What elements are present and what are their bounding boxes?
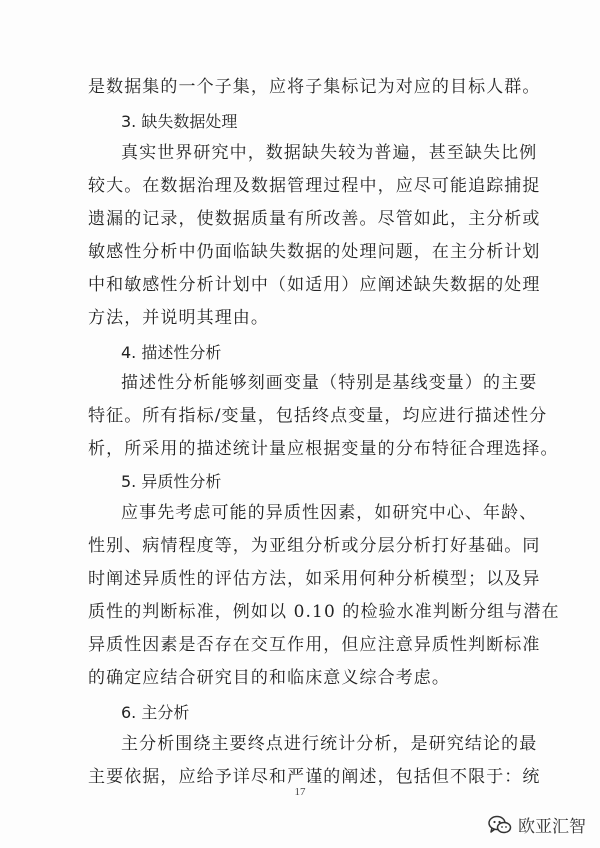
paragraph-line: 中和敏感性分析计划中（如适用）应阐述缺失数据的处理 bbox=[88, 275, 541, 295]
paragraph-line: 质性的判断标准，例如以 0.10 的检验水准判断分组与潜在 bbox=[88, 602, 560, 622]
wechat-icon bbox=[488, 815, 512, 835]
paragraph-line: 的确定应结合研究目的和临床意义综合考虑。 bbox=[88, 668, 450, 688]
watermark-label: 欧亚汇智 bbox=[518, 817, 586, 837]
section-heading-missing-data: 3. 缺失数据处理 bbox=[121, 112, 238, 131]
paragraph-line: 遗漏的记录，使数据质量有所改善。尽管如此，主分析或 bbox=[88, 209, 541, 229]
paragraph-line: 应事先考虑可能的异质性因素，如研究中心、年龄、 bbox=[121, 503, 538, 523]
section-heading-primary-analysis: 6. 主分析 bbox=[121, 703, 190, 722]
section-heading-heterogeneity-analysis: 5. 异质性分析 bbox=[121, 472, 222, 491]
page-number: 17 bbox=[294, 786, 306, 798]
paragraph-line: 特征。所有指标/变量，包括终点变量，均应进行描述性分 bbox=[88, 406, 548, 426]
paragraph-line: 主要依据，应给予详尽和严谨的阐述，包括但不限于：统 bbox=[88, 767, 541, 787]
paragraph-line: 析，所采用的描述统计量应根据变量的分布特征合理选择。 bbox=[88, 439, 559, 459]
paragraph-line: 异质性因素是否存在交互作用，但应注意异质性判断标准 bbox=[88, 635, 541, 655]
wechat-watermark bbox=[488, 812, 586, 837]
paragraph-line: 敏感性分析中仍面临缺失数据的处理问题，在主分析计划 bbox=[88, 242, 541, 262]
paragraph-line: 是数据集的一个子集，应将子集标记为对应的目标人群。 bbox=[88, 77, 541, 97]
paragraph-line: 较大。在数据治理及数据管理过程中，应尽可能追踪捕捉 bbox=[88, 176, 541, 196]
paragraph-line: 描述性分析能够刻画变量（特别是基线变量）的主要 bbox=[121, 373, 538, 393]
section-heading-descriptive-analysis: 4. 描述性分析 bbox=[121, 343, 222, 362]
paragraph-line: 时阐述异质性的评估方法，如采用何种分析模型；以及异 bbox=[88, 569, 541, 589]
paragraph-line: 真实世界研究中，数据缺失较为普遍，甚至缺失比例 bbox=[121, 143, 538, 163]
paragraph-line: 主分析围绕主要终点进行统计分析，是研究结论的最 bbox=[121, 734, 538, 754]
paragraph-line: 性别、病情程度等，为亚组分析或分层分析打好基础。同 bbox=[88, 536, 541, 556]
paragraph-line: 方法，并说明其理由。 bbox=[88, 308, 269, 328]
